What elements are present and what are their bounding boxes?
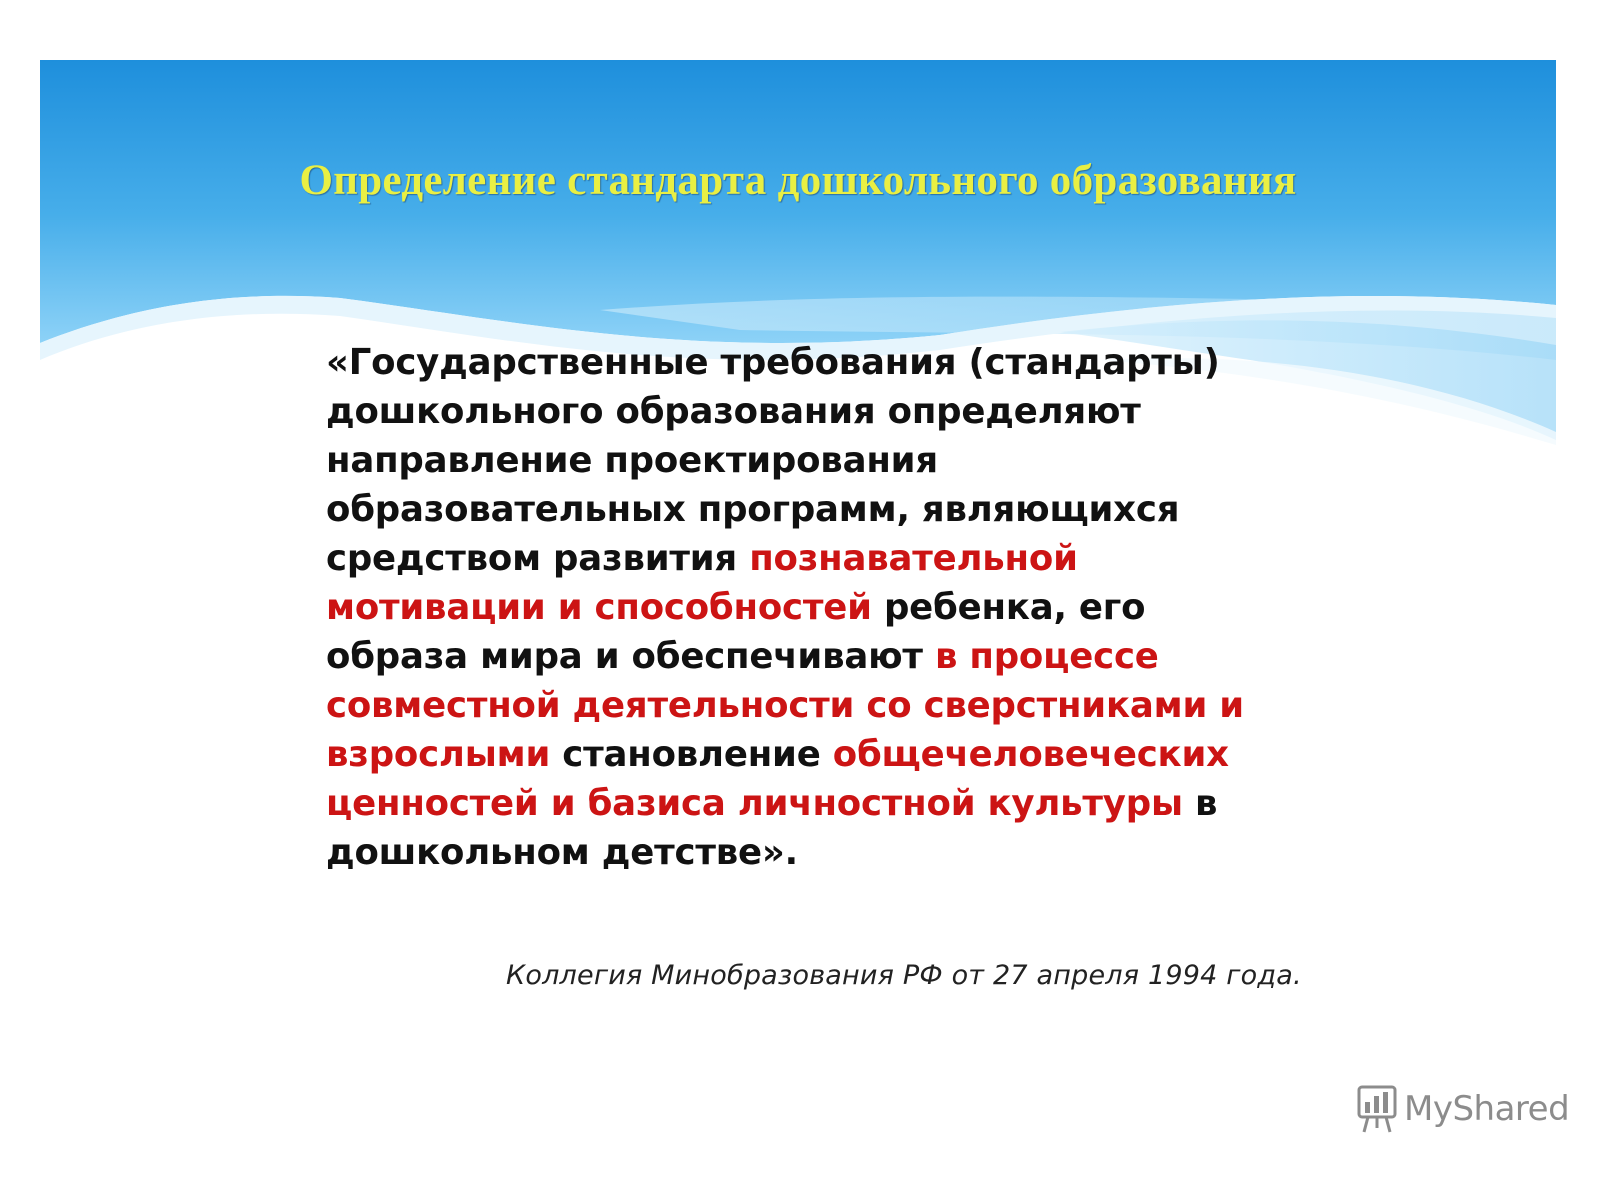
watermark-text: MyShared — [1404, 1089, 1570, 1129]
quote-text: ребенка, его образа мира и обеспечивают — [326, 587, 1146, 677]
quote-highlight: в процессе совместной деятельности со сверстниками и взрослыми — [326, 636, 1244, 775]
slide — [40, 60, 1556, 1150]
quote-text: становление — [550, 734, 833, 775]
quote-text: «Государственные требования (стандарты) дошкольного образования определяют направление проектирования образовательных программ, являющихся средством развития — [326, 342, 1220, 579]
definition-quote — [326, 338, 1276, 877]
source-citation: Коллегия Минобразования РФ от 27 апреля 1994 года. — [506, 960, 1302, 991]
quote-highlight: общечеловеческих ценностей и базиса личностной культуры — [326, 734, 1229, 824]
myshared-watermark — [1356, 1082, 1569, 1136]
quote-highlight: познавательной мотивации и способностей — [326, 538, 1078, 628]
presentation-board-icon — [1356, 1082, 1398, 1136]
quote-text: в дошкольном детстве». — [326, 783, 1218, 873]
slide-title: Определение стандарта дошкольного образования — [299, 157, 1297, 204]
